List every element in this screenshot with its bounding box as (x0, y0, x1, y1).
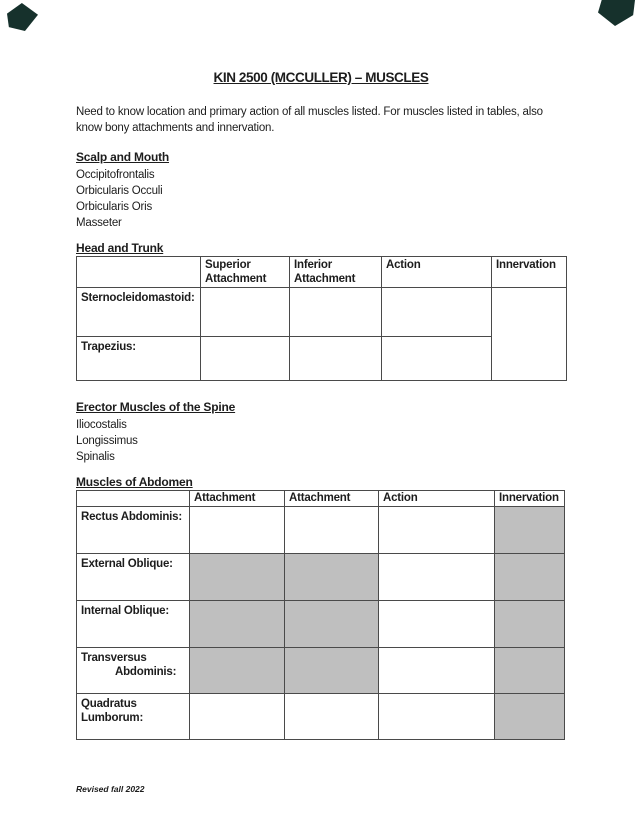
row-label-internal-oblique: Internal Oblique: (77, 601, 190, 648)
shaded-cell (285, 648, 379, 694)
column-header-innervation: Innervation (492, 257, 567, 288)
page-title: KIN 2500 (MCCULLER) – MUSCLES (213, 70, 429, 85)
head-and-trunk-table (76, 256, 567, 381)
row-label-transversus-abdominis: Transversus Abdominis: (77, 648, 190, 694)
list-item-orbicularis-oris: Orbicularis Oris (76, 201, 153, 213)
shaded-cell (495, 601, 565, 648)
blank-cell (285, 694, 379, 740)
blank-cell (382, 288, 492, 337)
table-row-transversus-abdominis (77, 648, 565, 694)
column-header-innervation: Innervation (495, 491, 565, 507)
blank-cell (382, 337, 492, 381)
row-label-trapezius: Trapezius: (77, 337, 201, 381)
shaded-cell (495, 507, 565, 554)
blank-cell (190, 507, 285, 554)
shaded-cell (285, 554, 379, 601)
row-label-rectus-abdominis: Rectus Abdominis: (77, 507, 190, 554)
list-item-masseter: Masseter (76, 217, 122, 229)
shaded-cell (190, 648, 285, 694)
list-item-longissimus: Longissimus (76, 435, 138, 447)
shaded-cell (495, 694, 565, 740)
shaded-cell (495, 648, 565, 694)
muscles-of-abdomen-table (76, 490, 565, 740)
blank-cell-innervation-merged (492, 288, 567, 381)
column-header-attachment-2: Attachment (285, 491, 379, 507)
intro-line-2: know bony attachments and innervation. (76, 122, 275, 134)
blank-cell (379, 694, 495, 740)
table-row-rectus-abdominis (77, 507, 565, 554)
column-header-action: Action (382, 257, 492, 288)
document-page (76, 0, 566, 794)
blank-cell (201, 337, 290, 381)
intro-line-1: Need to know location and primary action of all muscles listed. For muscles listed in tables, also (76, 106, 543, 118)
column-header-inferior-attachment: Inferior Attachment (290, 257, 382, 288)
section-heading-erector-muscles: Erector Muscles of the Spine (76, 400, 236, 414)
row-label-external-oblique: External Oblique: (77, 554, 190, 601)
section-heading-head-and-trunk: Head and Trunk (76, 241, 164, 255)
column-header-action: Action (379, 491, 495, 507)
blank-cell (290, 337, 382, 381)
intro-text (76, 104, 566, 136)
blank-cell (290, 288, 382, 337)
scan-corner-mark-right (598, 0, 635, 26)
shaded-cell (285, 601, 379, 648)
revision-note: Revised fall 2022 (76, 784, 145, 794)
row-label-sternocleidomastoid: Sternocleidomastoid: (77, 288, 201, 337)
erector-muscle-list (76, 417, 566, 465)
column-header-attachment-1: Attachment (190, 491, 285, 507)
blank-cell (190, 694, 285, 740)
blank-cell (285, 507, 379, 554)
section-heading-muscles-of-abdomen: Muscles of Abdomen (76, 475, 193, 489)
table-row-sternocleidomastoid (77, 288, 567, 337)
shaded-cell (495, 554, 565, 601)
table-row-internal-oblique (77, 601, 565, 648)
table-row-external-oblique (77, 554, 565, 601)
scalp-muscle-list (76, 167, 566, 231)
blank-cell (379, 648, 495, 694)
shaded-cell (190, 554, 285, 601)
scan-corner-mark-left (7, 3, 38, 31)
table-row-quadratus-lumborum (77, 694, 565, 740)
list-item-orbicularis-occuli: Orbicularis Occuli (76, 185, 163, 197)
column-header-blank (77, 491, 190, 507)
list-item-occipitofrontalis: Occipitofrontalis (76, 169, 155, 181)
list-item-spinalis: Spinalis (76, 451, 115, 463)
shaded-cell (190, 601, 285, 648)
column-header-blank (77, 257, 201, 288)
blank-cell (379, 554, 495, 601)
column-header-superior-attachment: Superior Attachment (201, 257, 290, 288)
blank-cell (379, 601, 495, 648)
row-label-quadratus-lumborum: Quadratus Lumborum: (77, 694, 190, 740)
section-heading-scalp-and-mouth: Scalp and Mouth (76, 150, 170, 164)
blank-cell (201, 288, 290, 337)
list-item-iliocostalis: Iliocostalis (76, 419, 127, 431)
blank-cell (379, 507, 495, 554)
